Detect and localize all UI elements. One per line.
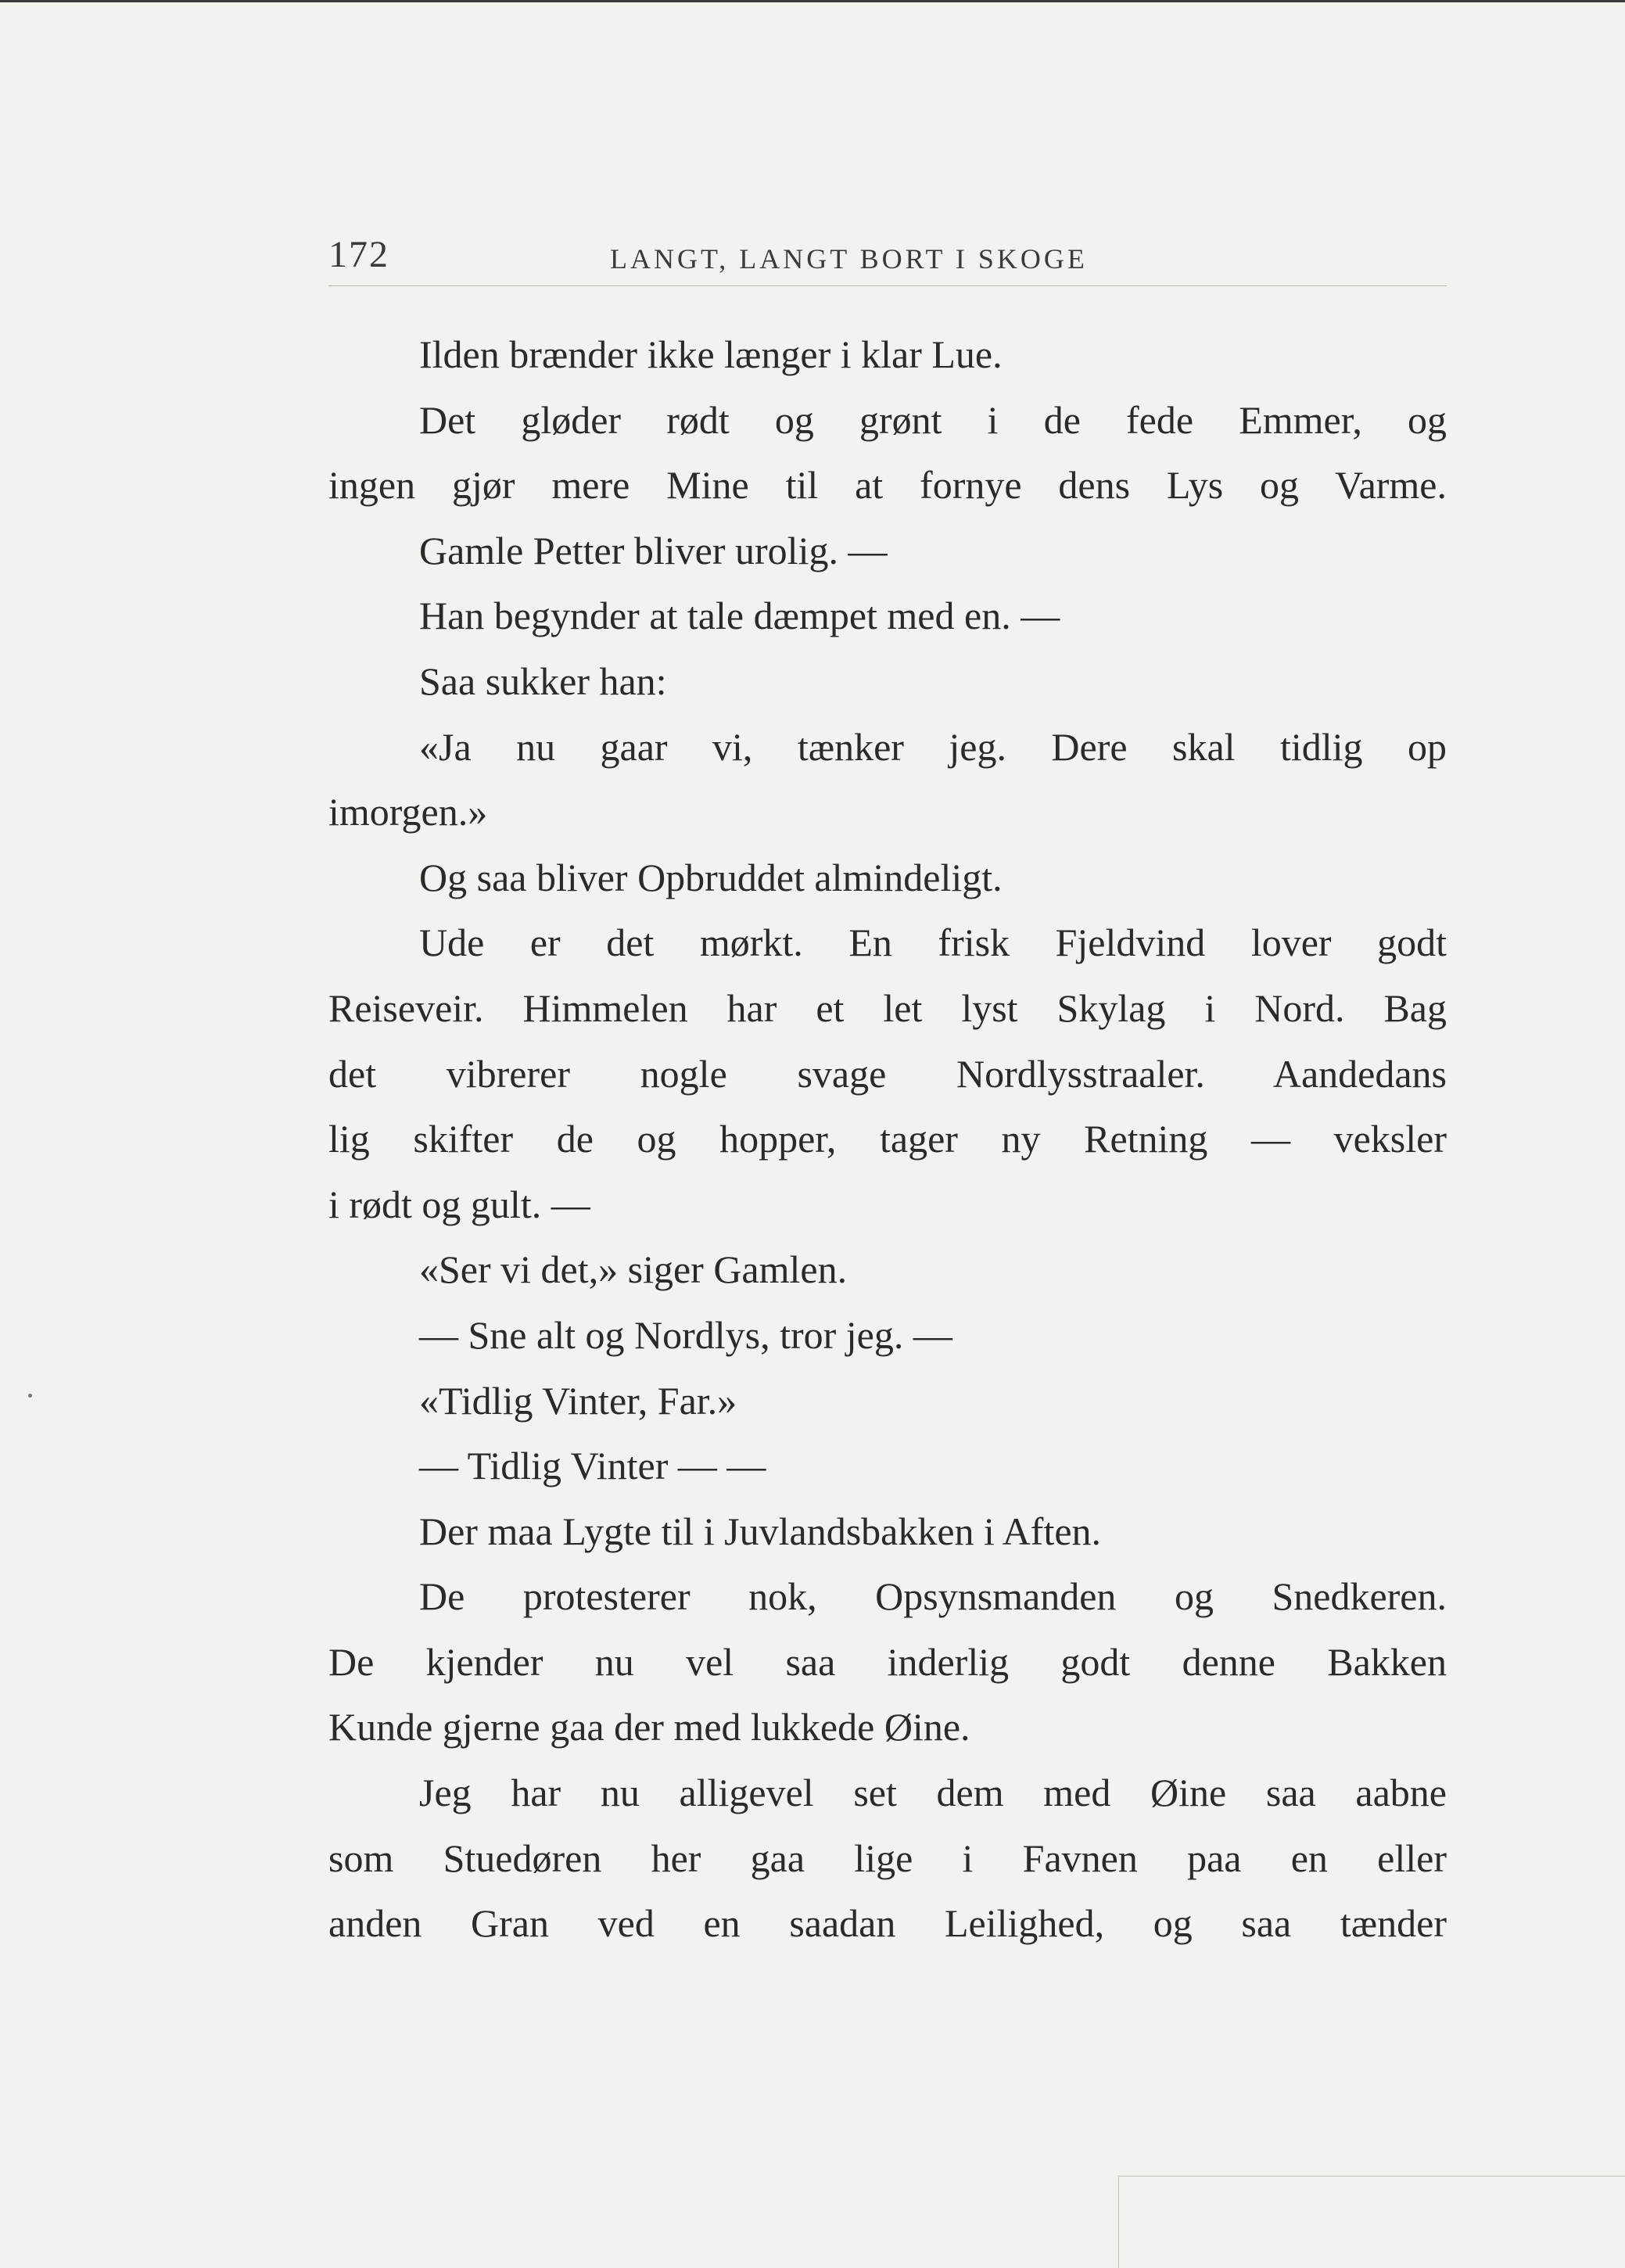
running-title: LANGT, LANGT BORT I SKOGE (610, 243, 1088, 275)
text-line: Reiseveir. Himmelen har et let lyst Skylag i Nord. Bag (328, 985, 1447, 1030)
page-number: 172 (328, 234, 389, 275)
text-line: imorgen.» (328, 790, 488, 834)
text-line: Ilden brænder ikke længer i klar Lue. (419, 332, 1003, 376)
text-line: Jeg har nu alligevel set dem med Øine saa aabne (419, 1771, 1447, 1815)
text-line: Gamle Petter bliver urolig. — (419, 528, 888, 572)
text-line: Kunde gjerne gaa der med lukkede Øine. (328, 1705, 970, 1749)
text-line: — Sne alt og Nordlys, tror jeg. — (419, 1312, 952, 1357)
text-line: De kjender nu vel saa inderlig godt denne Bakken (328, 1639, 1447, 1684)
scan-top-edge (0, 0, 1625, 2)
text-line: — Tidlig Vinter — — (419, 1444, 766, 1488)
text-line: Han begynder at tale dæmpet med en. — (419, 594, 1060, 638)
text-line: «Ser vi det,» siger Gamlen. (419, 1247, 848, 1292)
page-header (328, 233, 1447, 283)
ink-speck (28, 1394, 32, 1398)
scan-corner-edge (1118, 2176, 1119, 2268)
text-line: Ude er det mørkt. En frisk Fjeldvind lover godt (419, 920, 1447, 965)
text-line: anden Gran ved en saadan Leilighed, og saa tænder (328, 1901, 1447, 1946)
text-line: Og saa bliver Opbruddet almindeligt. (419, 855, 1003, 899)
text-line: Der maa Lygte til i Juvlandsbakken i Aften. (419, 1509, 1102, 1553)
text-line: Det gløder rødt og grønt i de fede Emmer, og (419, 397, 1447, 442)
text-line: lig skifter de og hopper, tager ny Retning — veksler (328, 1117, 1447, 1161)
text-line: i rødt og gult. — (328, 1182, 590, 1226)
text-line: «Ja nu gaar vi, tænker jeg. Dere skal tidlig op (419, 724, 1447, 769)
text-line: ingen gjør mere Mine til at fornye dens Lys og Varme. (328, 463, 1447, 508)
text-line: De protesterer nok, Opsynsmanden og Snedkeren. (419, 1574, 1447, 1619)
body-text (328, 322, 1447, 1957)
text-line: som Stuedøren her gaa lige i Favnen paa en eller (328, 1836, 1447, 1880)
text-line: Saa sukker han: (419, 659, 667, 703)
text-line: det vibrerer nogle svage Nordlysstraaler. Aandedans (328, 1051, 1447, 1096)
text-line: «Tidlig Vinter, Far.» (419, 1378, 737, 1423)
header-divider (328, 285, 1447, 286)
